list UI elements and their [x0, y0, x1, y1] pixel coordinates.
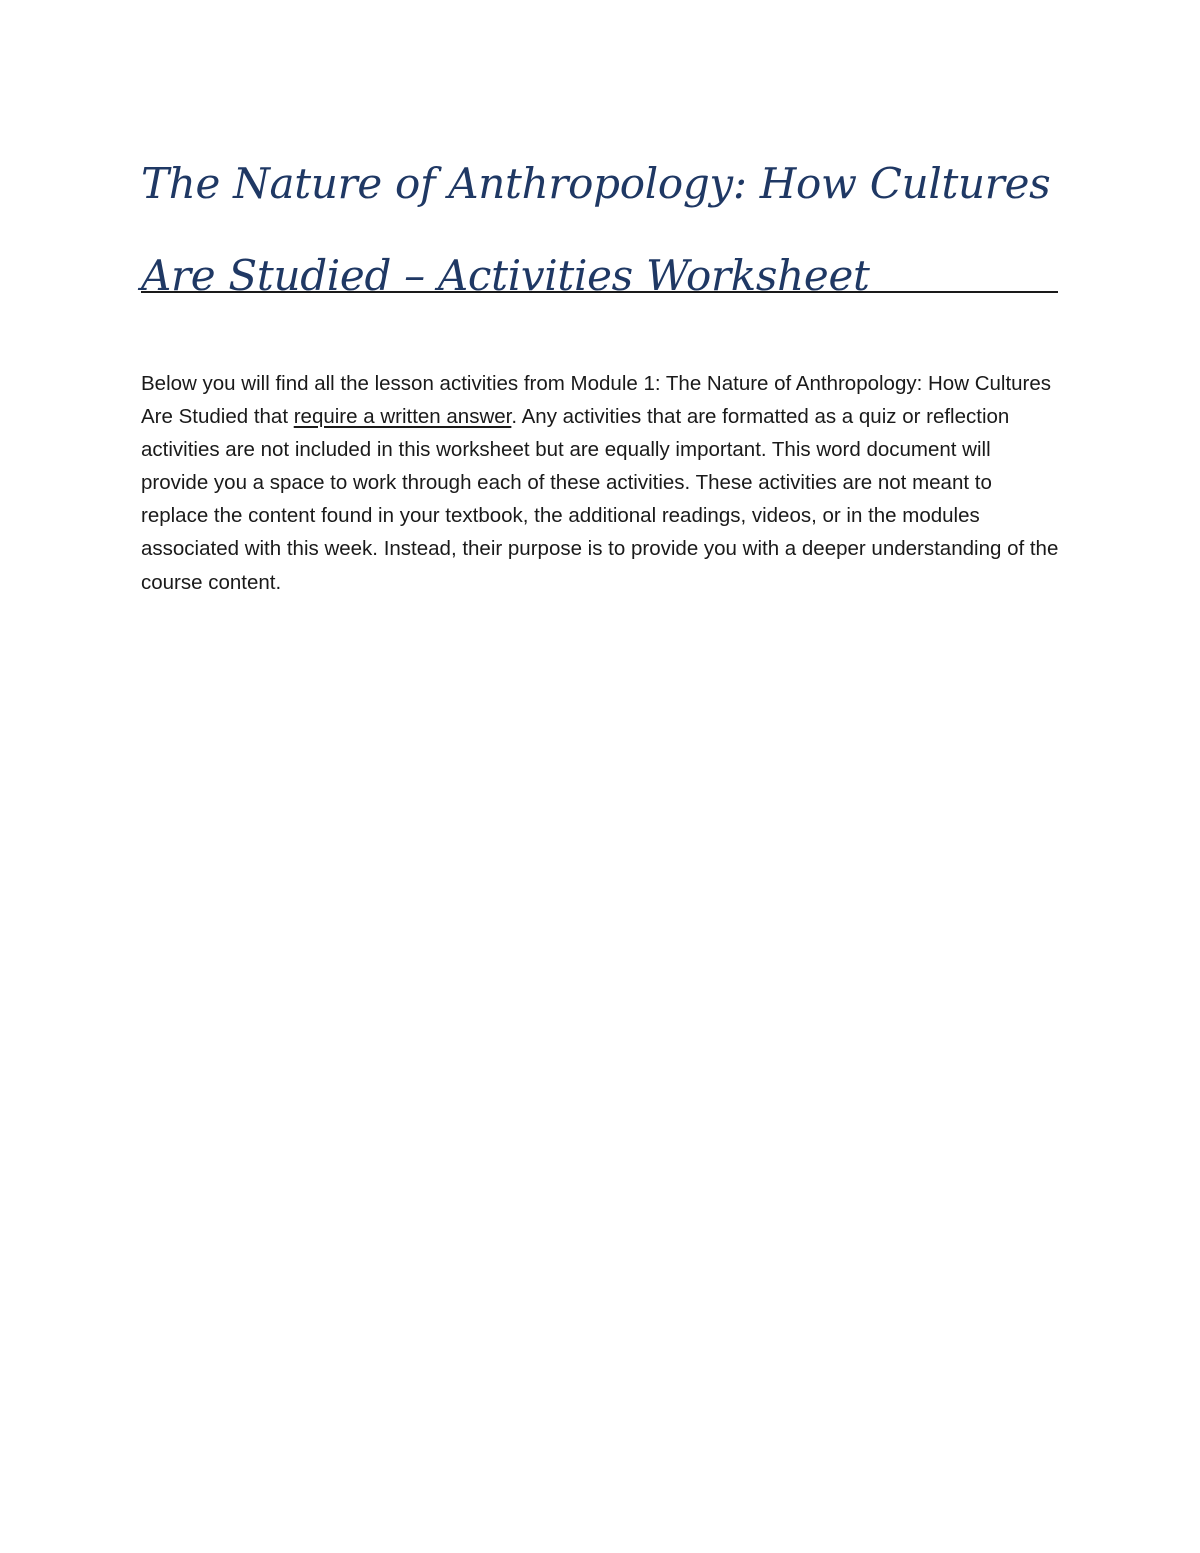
intro-text-end: . Any activities that are formatted as a quiz or reflection activities are not included in this worksheet but are equally important. This word document will provide you a space to work through each of these activities. These activities are not meant to replace the content found in your textbook, the additional readings, videos, or in the modules associated with this week. Instead, their purpose is to provide you with a deeper understanding of the course content. [141, 405, 1059, 594]
title-line-1: The Nature of Anthropology: How Cultures [141, 159, 1051, 208]
title-line-2: Are Studied – Activities Worksheet [141, 251, 870, 300]
intro-text-start: Below you will find all the lesson activities from Module 1: The Nature of Anthropology: How Cultures Are Studied that [141, 372, 1052, 429]
intro-paragraph [141, 367, 1061, 599]
intro-underlined-text: require a written answer [293, 405, 512, 429]
page-title [141, 138, 1058, 322]
title-divider [141, 291, 1058, 293]
